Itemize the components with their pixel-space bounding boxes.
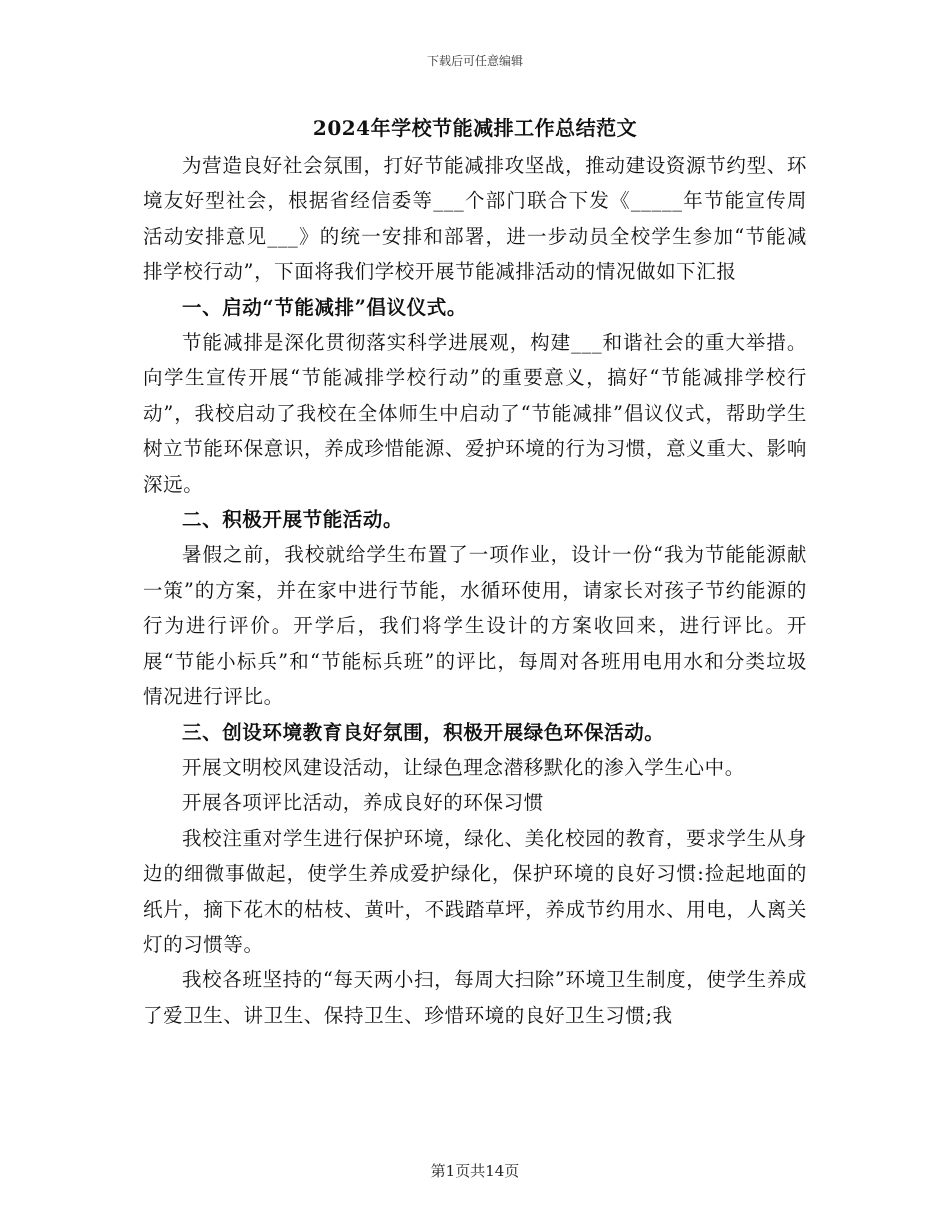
document-body	[143, 148, 807, 1033]
document-title: 2024年学校节能减排工作总结范文	[312, 116, 638, 140]
page-footer: 第1页共14页	[430, 1162, 520, 1180]
paragraph-section-3-a: 开展文明校风建设活动，让绿色理念潜移默化的渗入学生心中。	[182, 755, 745, 779]
paragraph-section-3-b: 开展各项评比活动，养成良好的环保习惯	[182, 791, 544, 815]
section-heading-1: 一、启动“节能减排”倡议仪式。	[182, 295, 467, 319]
paragraph-section-2: 暑假之前，我校就给学生布置了一项作业，设计一份“我为节能能源献一策”的方案，并在家中进行节能，水循环使用，请家长对孩子节约能源的行为进行评价。开学后，我们将学生设计的方案收回来，进行评比。开展“节能小标兵”和“节能标兵班”的评比，每周对各班用电用水和分类垃圾情况进行评比。	[143, 543, 807, 709]
page-header: 下载后可任意编辑	[426, 54, 523, 68]
section-heading-2: 二、积极开展节能活动。	[182, 508, 404, 532]
paragraph-intro: 为营造良好社会氛围，打好节能减排攻坚战，推动建设资源节约型、环境友好型社会，根据省经信委等___个部门联合下发《_____年节能宣传周活动安排意见___》的统一安排和部署，进一步动员全校学生参加“节能减排学校行动”，下面将我们学校开展节能减排活动的情况做如下汇报	[143, 154, 807, 284]
section-heading-3: 三、创设环境教育良好氛围，积极开展绿色环保活动。	[182, 720, 665, 744]
paragraph-section-3-c: 我校注重对学生进行保护环境，绿化、美化校园的教育，要求学生从身边的细微事做起，使学生养成爱护绿化，保护环境的良好习惯:捡起地面的纸片，摘下花木的枯枝、黄叶，不践踏草坪，养成节约用水、用电，人离关灯的习惯等。	[143, 826, 807, 956]
paragraph-section-1: 节能减排是深化贯彻落实科学进展观，构建___和谐社会的重大举措。向学生宣传开展“节能减排学校行动”的重要意义，搞好“节能减排学校行动”，我校启动了我校在全体师生中启动了“节能减排”倡议仪式，帮助学生树立节能环保意识，养成珍惜能源、爱护环境的行为习惯，意义重大、影响深远。	[143, 331, 807, 496]
paragraph-section-3-d: 我校各班坚持的“每天两小扫，每周大扫除”环境卫生制度，使学生养成了爱卫生、讲卫生、保持卫生、珍惜环境的良好卫生习惯;我	[143, 968, 807, 1027]
